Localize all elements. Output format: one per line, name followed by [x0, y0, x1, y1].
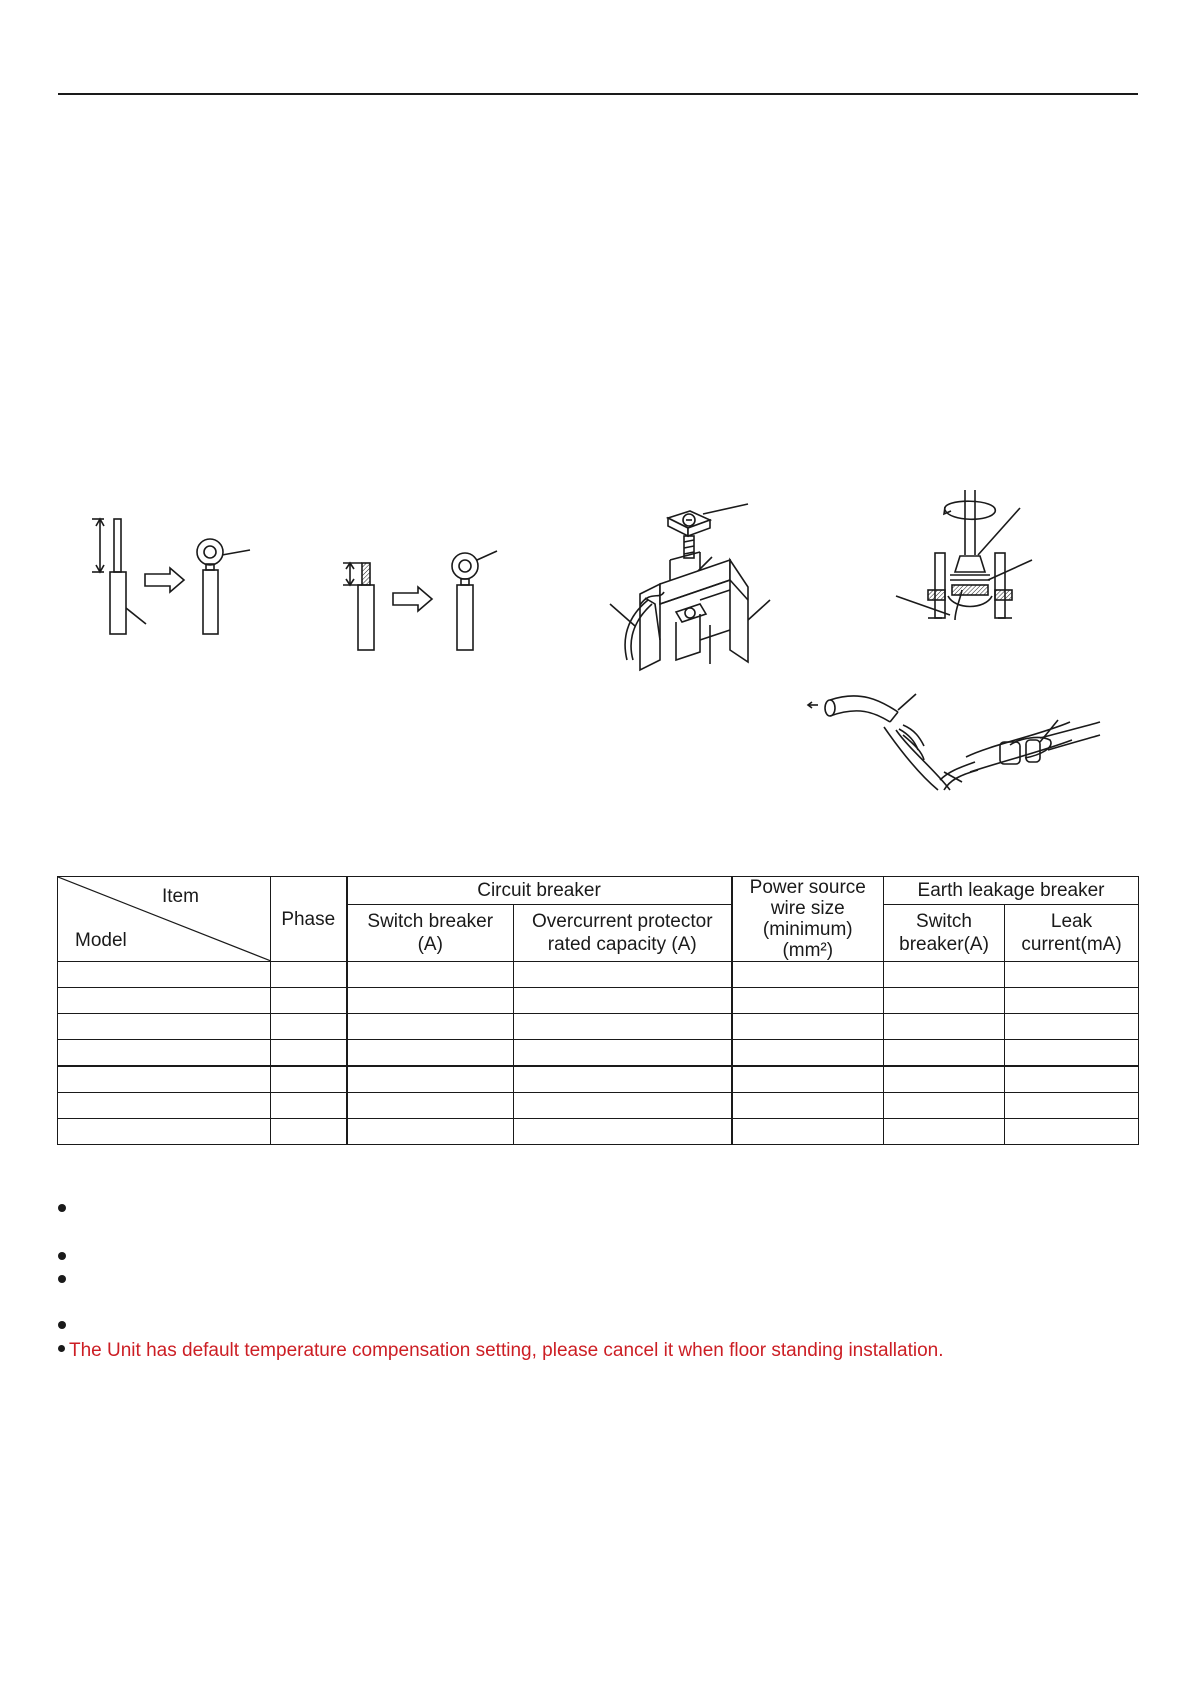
- bullet-point: [58, 1204, 66, 1212]
- table-cell: [58, 1119, 271, 1145]
- terminal-block-figure: [610, 504, 770, 670]
- table-cell: [1005, 1014, 1139, 1040]
- table-cell: [347, 1119, 514, 1145]
- temperature-compensation-note: [58, 1340, 944, 1362]
- table-cell: [58, 1093, 271, 1119]
- table-cell: [732, 1040, 884, 1067]
- wire-clamp-figure: [808, 694, 1100, 790]
- table-cell: [1005, 962, 1139, 988]
- table-cell: [884, 1066, 1005, 1093]
- table-cell: [271, 1014, 347, 1040]
- table-cell: [732, 962, 884, 988]
- table-cell: [732, 1093, 884, 1119]
- bullet-point: [58, 1321, 66, 1329]
- table-cell: [271, 962, 347, 988]
- table-row: [58, 1119, 1139, 1145]
- table-cell: [884, 1014, 1005, 1040]
- table-cell: [347, 1014, 514, 1040]
- header-leak-current: Leak current(mA): [1005, 904, 1139, 961]
- table-cell: [347, 1040, 514, 1067]
- table-cell: [347, 962, 514, 988]
- header-earth-leakage: Earth leakage breaker: [884, 877, 1139, 905]
- header-elb-switch: Switch breaker(A): [884, 904, 1005, 961]
- table-row: [58, 1093, 1139, 1119]
- circuit-breaker-table: [57, 876, 1139, 1145]
- table-cell: [1005, 1093, 1139, 1119]
- table-cell: [732, 988, 884, 1014]
- table-cell: [271, 1066, 347, 1093]
- table-cell: [347, 1093, 514, 1119]
- table-cell: [732, 1119, 884, 1145]
- header-switch-breaker: Switch breaker (A): [347, 904, 514, 961]
- table-row: [58, 962, 1139, 988]
- bullet-point: [58, 1252, 66, 1260]
- note-text: The Unit has default temperature compensation setting, please cancel it when floor standing installation.: [69, 1340, 944, 1361]
- table-cell: [1005, 1066, 1139, 1093]
- table-cell: [58, 1066, 271, 1093]
- table-cell: [732, 1014, 884, 1040]
- bullet-point: [58, 1275, 66, 1283]
- table-cell: [514, 988, 732, 1014]
- table-cell: [58, 962, 271, 988]
- screwdriver-figure: [896, 490, 1032, 620]
- table-cell: [732, 1066, 884, 1093]
- table-cell: [884, 1093, 1005, 1119]
- table-cell: [347, 988, 514, 1014]
- table-cell: [58, 988, 271, 1014]
- header-model: Model: [75, 930, 127, 951]
- table-cell: [1005, 1040, 1139, 1067]
- header-circuit-breaker: Circuit breaker: [347, 877, 732, 905]
- table-cell: [514, 1066, 732, 1093]
- table-cell: [1005, 1119, 1139, 1145]
- table-cell: [884, 988, 1005, 1014]
- table-cell: [514, 962, 732, 988]
- table-cell: [271, 1119, 347, 1145]
- header-item: Item: [162, 886, 199, 907]
- table-cell: [884, 962, 1005, 988]
- ring-terminal-figure-1: [92, 519, 250, 634]
- table-cell: [514, 1040, 732, 1067]
- header-item-model: [58, 877, 271, 962]
- table-cell: [271, 988, 347, 1014]
- table-cell: [884, 1040, 1005, 1067]
- table-row: [58, 1014, 1139, 1040]
- table-row: [58, 1066, 1139, 1093]
- table-cell: [271, 1093, 347, 1119]
- table-row: [58, 1040, 1139, 1067]
- table-cell: [514, 1093, 732, 1119]
- ring-terminal-figure-2: [343, 551, 497, 650]
- bullet-point: [58, 1345, 65, 1352]
- table-cell: [514, 1014, 732, 1040]
- header-phase: Phase: [271, 877, 347, 962]
- table-cell: [58, 1040, 271, 1067]
- table-cell: [884, 1119, 1005, 1145]
- header-power-source: Power source wire size (minimum) (mm²): [732, 877, 884, 962]
- table-cell: [271, 1040, 347, 1067]
- table-cell: [514, 1119, 732, 1145]
- wiring-illustrations: [0, 0, 1190, 800]
- header-overcurrent: Overcurrent protector rated capacity (A): [514, 904, 732, 961]
- table-row: [58, 988, 1139, 1014]
- table-cell: [58, 1014, 271, 1040]
- table-cell: [1005, 988, 1139, 1014]
- table-cell: [347, 1066, 514, 1093]
